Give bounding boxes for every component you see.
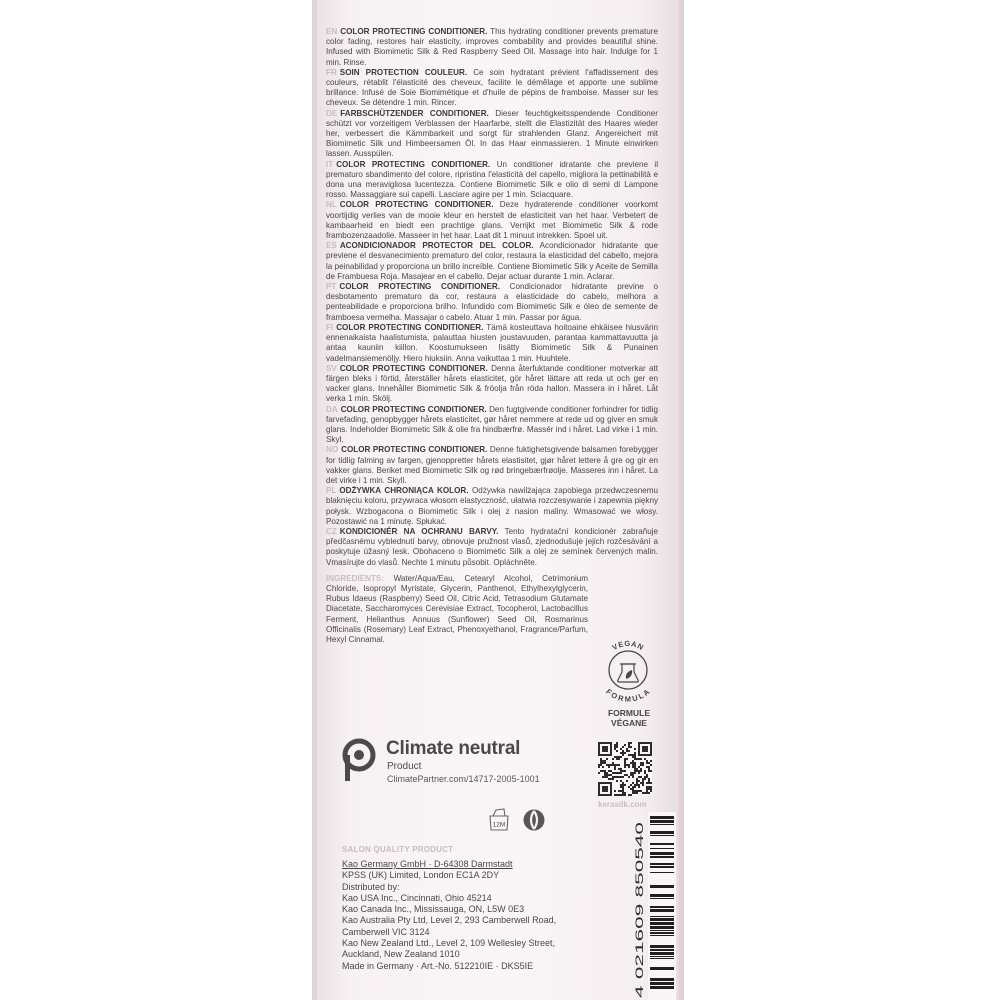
description-paragraph <box>326 109 658 160</box>
paragraph-heading: SOIN PROTECTION COULEUR. <box>339 67 468 77</box>
barcode-digits: 4 021609 850540 <box>634 912 646 998</box>
language-code: NL <box>326 200 337 210</box>
paragraph-text: Odżywka nawilżająca zapobiega przedwczesnemu blaknięciu koloru, przywraca włosom elastyczność, ułatwia rozczesywanie i zapewnia piękny połysk. Wzbogacona o Biomimetic Silk i olej z nasion maliny. Wmasować we włosy. Pozostawić na 1 minutę. Spłukać. <box>326 486 658 526</box>
salon-quality-label: SALON QUALITY PRODUCT <box>342 845 454 854</box>
paragraph-heading: ODŻYWKA CHRONIĄCA KOLOR. <box>339 486 469 496</box>
description-paragraph <box>326 486 658 527</box>
paragraph-heading: FARBSCHÜTZENDER CONDITIONER. <box>340 108 489 118</box>
paragraph-heading: COLOR PROTECTING CONDITIONER. <box>339 363 488 373</box>
svg-text:VEGAN <box>611 639 646 652</box>
description-paragraph <box>326 68 658 109</box>
address-line: Auckland, New Zealand 1010 <box>342 949 460 960</box>
paragraph-text: Condicionador hidratante previne o desbotamento prematuro da cor, restaura a elasticidade do cabelo, melhora a penteabilidade e proporciona brilho. Infundido com Biomimetic Silk e óleo de semente de framboesa vermelha. Massajar o cabelo. Atuar 1 min. Passar por água. <box>326 282 658 322</box>
climate-subtitle: Product <box>387 761 422 772</box>
paragraph-text: Deze hydraterende conditioner voorkomt voortijdig verlies van de mooie kleur en herstelt de elasticiteit van het haar. Verbetert de kambaarheid en biedt een prachtige glans. Verrijkt met Biomimetic Silk & rode frambozenzaadolie. Masseer in het haar. Laat dit 1 minuut intrekken. Spoel uit. <box>326 200 659 241</box>
company-addresses <box>342 859 642 972</box>
paragraph-heading: COLOR PROTECTING CONDITIONER. <box>336 159 491 169</box>
climate-neutral-title: Climate neutral <box>386 738 521 759</box>
paragraph-heading: COLOR PROTECTING CONDITIONER. <box>340 404 487 414</box>
language-code: EN <box>326 27 338 36</box>
bottle-left-edge <box>312 0 317 1000</box>
language-code: IT <box>326 159 334 169</box>
language-code: FR <box>326 67 337 77</box>
description-paragraph <box>326 405 658 446</box>
ingredients-label: INGREDIENTS: <box>326 573 385 583</box>
paragraph-text: Tämä kosteuttava hoitoaine ehkäisee hiusvärin ennenaikaista haalistumista, palauttaa hiusten joustavuuden, parantaa kammattavuutta ja antaa kauniin kiillon. Koostumukseen lisätty Biomimetic Silk & Punainen vadelmansiemenöljy. Hiero hiuksiin. Anna vaikuttaa 1 min. Huuhtele. <box>326 322 658 363</box>
paragraph-heading: COLOR PROTECTING CONDITIONER. <box>336 322 484 332</box>
climate-partner-logo-icon <box>342 738 376 784</box>
description-paragraph <box>326 445 658 486</box>
paragraph-heading: COLOR PROTECTING CONDITIONER. <box>339 282 500 292</box>
address-line: Kao USA Inc., Cincinnati, Ohio 45214 <box>342 892 492 903</box>
pao-12m-icon <box>486 806 512 832</box>
paragraph-text: Denne fuktighetsgivende balsamen forebygger for tidlig falming av fargen, gjenoppretter hårets elastisitet, gjør håret lettere å gre og gir en vakker glans. Beriket med Biomimetic Silk og rød bringebærfrøolje. Masseres inn i håret. La det virke i 1 min. Skyll. <box>326 445 659 485</box>
barcode-icon <box>648 812 676 1000</box>
language-code: SV <box>326 363 337 373</box>
paragraph-text: Un conditioner idratante che previene il prematuro sbandimento del colore, ripristina l'elasticità del capello, migliora la pettinabilità e dona una meravigliosa lucentezza. Contiene Biomimetic Silk e olio di semi di Lampone rosso. Massaggiare sui capelli. Lasciare agire per 1 min. Sciacquare. <box>326 159 658 200</box>
paragraph-text: Acondicionador hidratante que previene el desvanecimiento prematuro del color, restaura la elasticidad del cabello, mejora la peinabilidad y proporciona un brillo increíble. Contiene Biomimetic Silk y Aceite de Semilla de Frambuesa Roja. Masajear en el cabello. Dejar actuar durante 1 min. Aclarar. <box>326 241 658 281</box>
bottle-right-edge <box>679 0 684 1000</box>
paragraph-heading: COLOR PROTECTING CONDITIONER. <box>340 27 488 36</box>
paragraph-heading: ACONDICIONADOR PROTECTOR DEL COLOR. <box>339 241 534 251</box>
vegan-caption-line-1: FORMULE <box>607 708 651 718</box>
paragraph-text: Ce soin hydratant prévient l'affadissement des couleurs, rétablit l'élasticité des cheveux, facilite le démêlage et apporte une sublime brillance. Infusé de Soie Biomimétique et d'huile de pépins de framboise. Masser sur les cheveux. Se détendre 1 min. Rincer. <box>326 67 658 108</box>
paragraph-text: This hydrating conditioner prevents premature color fading, restores hair elasticity, improves combability and provides beautiful shine. Infused with Biomimetic Silk & Red Raspberry Seed Oil. Massage into hair. Indulge for 1 min. Rinse. <box>326 27 659 67</box>
vegan-ring-top: VEGAN <box>610 638 646 653</box>
description-paragraph <box>326 160 658 201</box>
address-line: Kao New Zealand Ltd., Level 2, 109 Wellesley Street, <box>342 938 555 949</box>
description-paragraph <box>326 364 658 405</box>
description-paragraph <box>326 282 658 323</box>
paragraph-heading: COLOR PROTECTING CONDITIONER. <box>339 200 494 210</box>
address-line: Camberwell VIC 3124 <box>342 926 430 937</box>
language-code: ES <box>326 241 337 251</box>
pao-label: 12M <box>492 821 506 829</box>
language-code: NO <box>326 445 339 455</box>
description-paragraph <box>326 323 658 364</box>
ingredients-text: Water/Aqua/Eau, Cetearyl Alcohol, Cetrimonium Chloride, Isopropyl Myristate, Glycerin, Panthenol, Ethylhexylglycerin, Rubus Idaeus (Raspberry) Seed Oil, Citric Acid, Tetrasodium Glutamate Diacetate, Saccharomyces Cerevisiae Extract, Tocopherol, Lactobacillus Ferment, Helianthus Annuus (Sunflower) Seed Oil, Rosmarinus Officinalis (Rosemary) Leaf Extract, Phenoxyethanol, Fragrance/Parfum, Hexyl Cinnamal. <box>326 573 588 644</box>
language-code: DE <box>326 108 338 118</box>
vegan-caption-line-2: VÉGANE <box>611 718 647 728</box>
description-paragraph <box>326 27 658 68</box>
ingredients-list <box>326 574 588 645</box>
paragraph-heading: KONDICIONÉR NA OCHRANU BARVY. <box>339 526 499 536</box>
language-code: DA <box>326 404 338 414</box>
website-label: kerasilk.com <box>598 800 647 809</box>
green-dot-recycle-icon <box>522 808 546 832</box>
address-line: Kao Germany GmbH · D-64308 Darmstadt <box>342 859 513 869</box>
paragraph-text: Den fugtgivende conditioner forhindrer for tidlig farvefading, genopbygger hårets elasticitet, gør håret nemmere at rede ud og giver en smuk glans. Indeholder Biomimetic Silk & olie fra hindbærfrø. Massér ind i håret. Lad virke i 1 min. Skyl. <box>326 404 659 445</box>
vegan-ring-bottom: FORMULA <box>604 687 652 704</box>
paragraph-text: Tento hydratační kondicionér zabraňuje předčasnému vyblednutí barvy, obnovuje pružnost vlasů, zjednodušuje jejich rozčesávání a poskytuje úžasný lesk. Obohaceno o Biomimetic Silk a olej ze semínek červených malin. Vmasírujte do vlasů. Nechte 1 minutu působit. Opláchněte. <box>326 526 658 567</box>
address-line: Kao Australia Pty Ltd, Level 2, 293 Camberwell Road, <box>342 915 557 926</box>
description-paragraph <box>326 241 658 282</box>
barcode-digits-block <box>633 820 647 998</box>
address-line: Kao Canada Inc., Mississauga, ON, L5W 0E3 <box>342 904 525 915</box>
language-code: PT <box>326 282 337 292</box>
vegan-caption <box>596 708 662 728</box>
address-line: Made in Germany · Art.-No. 512210IE · DKS5IE <box>342 960 534 971</box>
address-line: KPSS (UK) Limited, London EC1A 2DY <box>342 870 500 881</box>
language-code: CZ <box>326 526 337 536</box>
description-paragraph <box>326 527 658 568</box>
qr-code-icon <box>598 742 652 796</box>
description-paragraph <box>326 200 658 241</box>
address-line: Distributed by: <box>342 881 400 892</box>
multilingual-description <box>326 27 658 645</box>
climate-url: ClimatePartner.com/14717-2005-1001 <box>387 774 540 784</box>
paragraph-text: Denna återfuktande conditioner motverkar att färgen bleks i förtid, återställer hårets elasticitet, gör håret lättare att reda ut och ger en vacker glans. Innehåller Biomimetic Silk & fröolja från röda hallon. Massera in i håret. Låt verka 1 min. Skölj. <box>326 363 659 404</box>
language-code: FI <box>326 322 334 332</box>
paragraph-heading: COLOR PROTECTING CONDITIONER. <box>341 445 488 455</box>
paragraph-text: Dieser feuchtigkeitsspendende Conditioner schützt vor vorzeitigem Verblassen der Haarfarbe, stellt die Elastizität des Haares wieder her, verbessert die Kämmbarkeit und sorgt für strahlenden Glanz. Angereichert mit Biomimetic Silk und Himbeersamen Öl. In das Haar einmassieren. 1 Minute einwirken lassen. Ausspülen. <box>326 108 659 159</box>
language-code: PL <box>326 486 337 496</box>
vegan-formula-badge <box>592 634 664 706</box>
